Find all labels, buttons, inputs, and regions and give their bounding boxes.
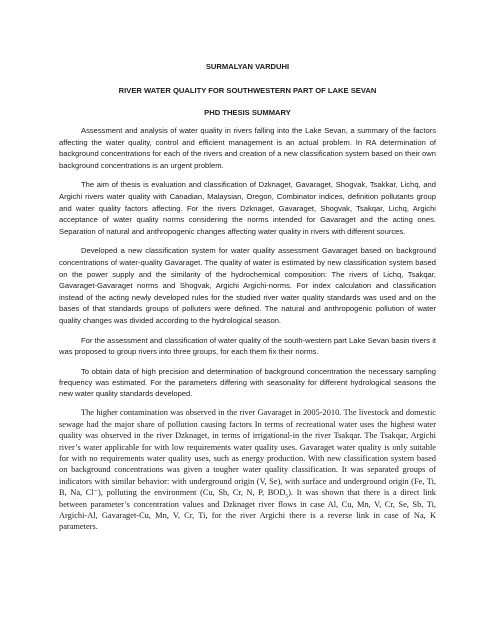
document-subtitle: PHD THESIS SUMMARY: [204, 108, 291, 117]
paragraph-results: [59, 407, 436, 532]
results-text-part-a: The higher contamination was observed in the river Gavaraget in 2005-2010. The livestock and domestic sewage had the major share of pollution causing factors In terms of recreational water uses the highest water quality was observed in the river Dzknaget, in terms of irrigational-in the river Tsakqar. The Tsakqar, Argichi river’s water applicable for with low requirements water quality uses. Gavaraget water quality is only suitable for with no requirements water quality uses, such as energy production. With new classification system based on background concentrations was given a tougher water quality classification. It was separated groups of indicators with similar behavior: with underground origin (V, Se), with surface and underground origin (Fe, Ti, B, Na, Cl⁻), polluting the environment (Cu, Sb, Cr, N, P, BOD: [59, 408, 436, 498]
author-name: SURMALYAN VARDUHI: [205, 62, 290, 71]
paragraph-classification: Developed a new classification system for water quality assessment Gavaraget based on background concentrations of water-quality Gavaraget. The quality of water is estimated by new classification system based on the power supply and the similarity of the hydrochemical composition: The rivers of Lichq, Tsakqar, Gavaraget-Gavaraget norms and Shogvak, Argichi Argichi-norms. For index calculation and classification instead of the acting newly developed rules for the studied river water quality standards was used and on the bases of that standards groups of polluters were defined. The natural and anthropogenic pollution of water quality changes was divided according to the hydrological season.: [59, 246, 436, 325]
paragraph-intro: Assessment and analysis of water quality in rivers falling into the Lake Sevan, a summary of the factors affecting the water quality, control and efficient management is an actual problem. In RA determination of background concentrations for each of the rivers and creation of a new classification system based on their own background concentrations is an urgent problem.: [59, 126, 436, 170]
paragraph-sampling: To obtain data of high precision and determination of background concentration the necessary sampling frequency was estimated. For the parameters differing with seasonality for different hydrological seasons the new water quality standards developed.: [59, 366, 436, 399]
bod-subscript: 5: [285, 493, 289, 500]
results-text-part-b: ). It was shown that there is a direct link between parameter’s concentration values and Dzknaget river flows in case Al, Cu, Mn, V, Cr, Se, Sb, Ti, Argichi-Al, Gavaraget-Cu, Mn, V, Cr, Ti, for the river Argichi there is a reverse link in case of Na, K parameters.: [59, 488, 436, 532]
thesis-title: RIVER WATER QUALITY FOR SOUTHWESTERN PART OF LAKE SEVAN: [118, 86, 377, 95]
paragraph-grouping: For the assessment and classification of water quality of the south-western part Lake Sevan basin rivers it was proposed to group rivers into three groups, for each them fix their norms.: [59, 335, 436, 357]
paragraph-aim: The aim of thesis is evaluation and classification of Dzknaget, Gavaraget, Shogvak, Tsakkar, Lichq, and Argichi rivers water quality with Canadian, Malaysian, Oregon, Combinator indices, definition pollutants group and water quality factors affecting. For the rivers Dzknaget, Gavaraget, Shogvak, Tsakqar, Lichq, Argichi acceptance of water quality norms considering the norms intended for Gavaraget and the acting ones. Separation of natural and anthropogenic changes affecting water quality in rivers with different sources.: [59, 180, 436, 236]
